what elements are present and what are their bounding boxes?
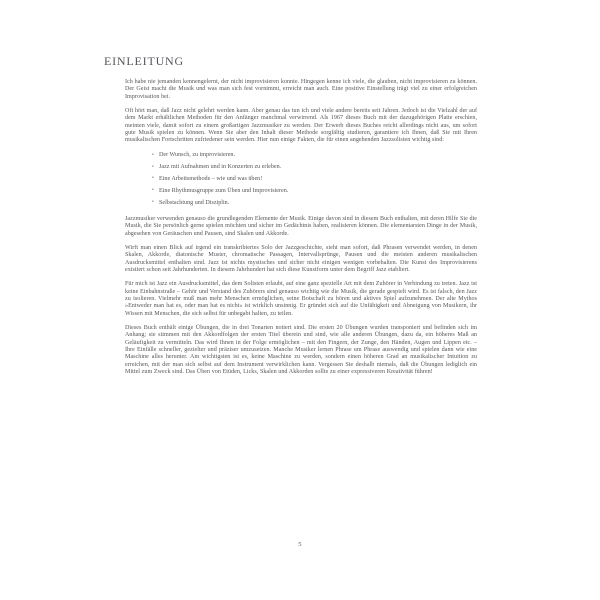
list-item: • Selbstachtung und Disziplin. [152, 200, 477, 207]
list-item: • Jazz mit Aufnahmen und in Konzerten zu erleben. [152, 164, 477, 171]
list-item: • Eine Arbeitsmethode – wie und was üben! [152, 176, 477, 183]
paragraph-body-2: Wirft man einen Blick auf irgend ein transkribiertes Solo der Jazzgeschichte, sieht man sofort, daß Phrasen verwendet werden, in denen Skalen, Akkorde, diatonische Muster, chromatische Passagen, Intervallsprünge, Pausen und die meisten anderen musikalischen Ausdrucksmittel enthalten sind. Jazz ist nichts mystisches und sicher nicht einigen wenigen vorbehalten. Die Kunst des Improvisierens existiert schon seit Jahrhunderten. In diesem Jahrhundert hat sich diese Kunstform unter dem Begriff Jazz etabliert. [125, 244, 477, 273]
list-item: • Eine Rhythmusgruppe zum Üben und Improvisieren. [152, 188, 477, 195]
list-item: • Der Wunsch, zu improvisieren. [152, 152, 477, 159]
document-body [125, 79, 477, 383]
paragraph-body-1: Jazzmusiker verwenden genauso die grundlegenden Elemente der Musik. Einige davon sind in diesem Buch enthalten, mit deren Hilfe Sie die Musik, die Sie persönlich gerne spielen möchten und sicher im Gedächtnis haben, realisieren können. Die elementarsten Dinge in der Musik, abgesehen von Geräuschen und Pausen, sind Skalen und Akkorde. [125, 215, 477, 237]
page-title: einleitung [104, 50, 184, 69]
paragraph-body-4: Dieses Buch enthält einige Übungen, die in drei Tonarten notiert sind. Die ersten 20 Übungen wurden transponiert und befinden sich im Anhang; sie stimmen mit den Akkordfolgen der ersten Titel überein und sind, wie alle anderen Übungen, dazu da, ein höheres Maß an Geläufigkeit zu vermitteln. Das wird Ihnen in der Folge ermöglichen – mit den Fingern, der Zunge, den Händen, Augen und Lippen etc. – Ihre Einfälle schneller, gezielter und präziser umzusetzen. Manche Musiker lernen Phrase um Phrase auswendig und spielen dann wie eine Maschine alles herunter. Am wichtigsten ist es, keine Maschine zu werden, sondern einen höheren Grad an musikalischer Intuition zu erreichen, mit der man sich selbst auf dem Instrument verwirklichen kann. Vergessen Sie deshalb niemals, daß die Übungen lediglich ein Mittel zum Zweck sind. Das Üben von Etüden, Licks, Skalen und Akkorden sollte zu einer expressiveren Kreativität führen! [125, 324, 477, 376]
page-number: 5 [298, 541, 302, 548]
paragraph-intro-2: Oft hört man, daß Jazz nicht gelehrt werden kann. Aber genau das tun ich und viele andere bereits seit Jahren. Jedoch ist die Vielzahl der auf dem Markt erhältlichen Methoden für den Anfänger manchmal verwirrend. Als 1967 dieses Buch mit der dazugehörigen Platte erschien, meinten viele, damit sofort zu einem großartigen Jazzmusiker zu werden. Der Erwerb dieses Buches reicht allerdings nicht aus, um sofort gute Musik spielen zu können. Wenn Sie aber den Inhalt dieser Methode sorgfältig studieren, garantiere ich Ihnen, daß Sie mit Ihren musikalischen Fortschritten zufriedener sein werden. Hier nun einige Fakten, die für einen angehenden Jazzsolisten wichtig sind: [125, 108, 477, 144]
paragraph-intro-1: Ich habe nie jemanden kennengelernt, der nicht improvisieren konnte. Hingegen kenne ich viele, die glauben, nicht improvisieren zu können. Der Geist macht die Musik und was man sich fest vornimmt, erreicht man auch. Eine positive Einstellung trägt viel zu einer erfolgreichen Improvisation bei. [125, 79, 477, 100]
key-facts-list [125, 152, 477, 207]
paragraph-body-3: Für mich ist Jazz ein Ausdrucksmittel, das dem Solisten erlaubt, auf eine ganz spezielle Art mit dem Zuhörer in Verbindung zu treten. Jazz ist keine Einbahnstraße – Gehör und Verstand des Zuhörers sind genauso wichtig wie die Musik, die gerade gespielt wird. Es ist falsch, den Jazz zu isolieren. Vielmehr muß man mehr Menschen ermöglichen, seine Botschaft zu hören und aktives Spiel aufzunehmen. Der alte Mythos »Entweder man hat es, oder man hat es nicht« ist wirklich unsinnig. Er gründet sich auf die Unfähigkeit und Abneigung von Musikern, ihr Wissen mit Menschen, die sich selbst für unbegabt halten, zu teilen. [125, 281, 477, 317]
